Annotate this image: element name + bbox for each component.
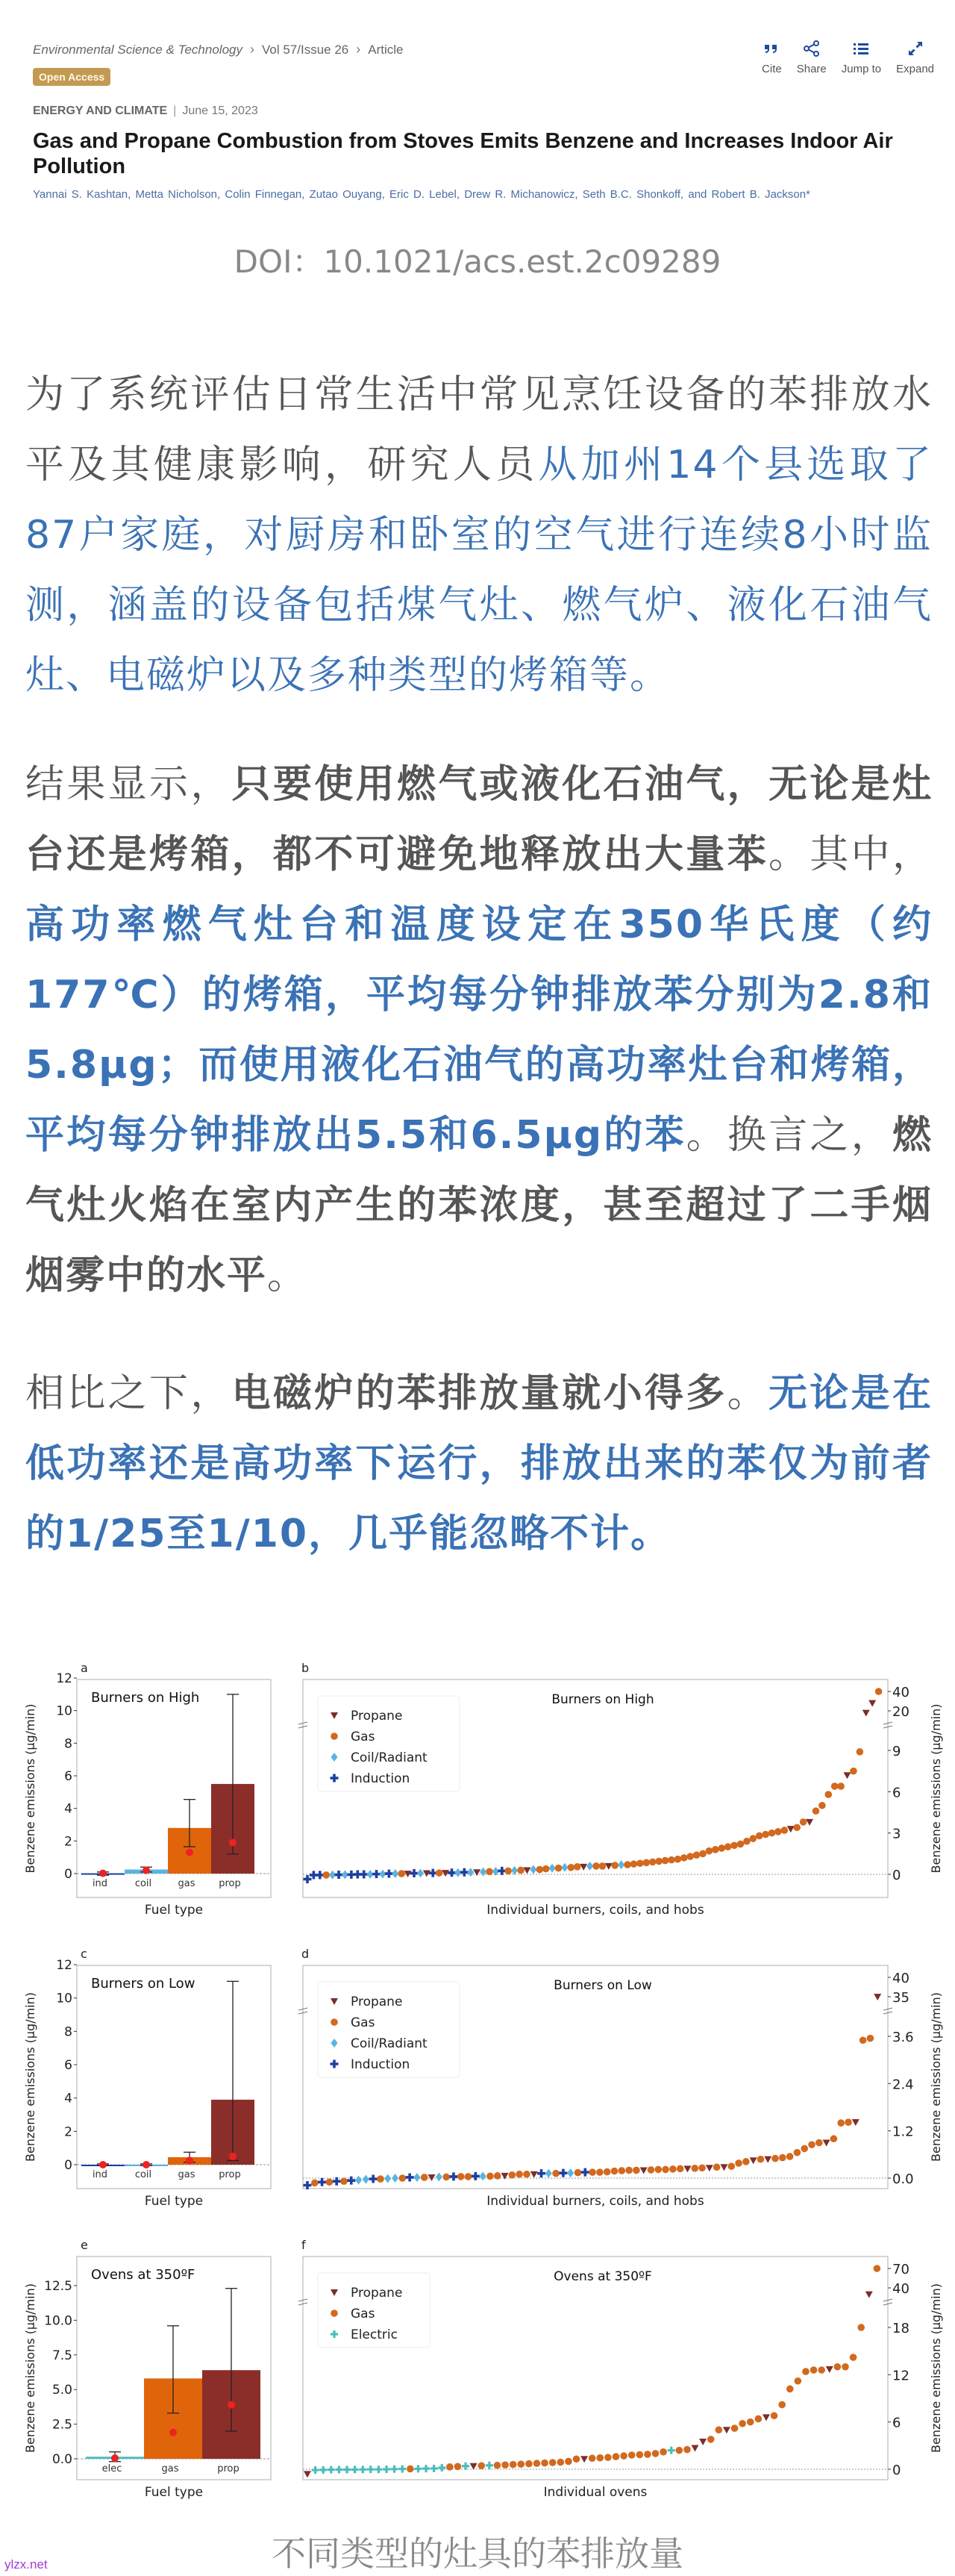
median-marker-icon bbox=[229, 1839, 237, 1847]
svg-text:a: a bbox=[81, 1661, 88, 1675]
highlight-text: 无论是在低功率还是高功率下运行，排放出来的苯仅为前者的1/25至1/10，几乎能忽略不计。 bbox=[25, 1371, 933, 1556]
gas-marker-icon bbox=[818, 1802, 826, 1809]
gas-marker-icon bbox=[613, 2453, 620, 2460]
gas-marker-icon bbox=[818, 2366, 825, 2374]
gas-marker-icon bbox=[654, 2166, 662, 2174]
x-tick-label: ind bbox=[92, 2169, 108, 2180]
gas-marker-icon bbox=[620, 2452, 627, 2460]
gas-marker-icon bbox=[589, 2168, 596, 2176]
gas-marker-icon bbox=[618, 2167, 625, 2174]
svg-text:12.5: 12.5 bbox=[44, 2279, 72, 2294]
svg-text:8: 8 bbox=[64, 2024, 72, 2040]
legend-label: Gas bbox=[351, 2307, 375, 2321]
svg-text:8: 8 bbox=[64, 1736, 72, 1752]
svg-text:e: e bbox=[81, 2238, 88, 2252]
gas-marker-icon bbox=[683, 2446, 691, 2454]
svg-text:0: 0 bbox=[64, 2158, 72, 2173]
panel-title: Burners on High bbox=[551, 1692, 654, 1707]
gas-marker-icon bbox=[649, 1859, 657, 1866]
legend-label: Induction bbox=[351, 2057, 410, 2072]
author-list[interactable]: Yannai S. Kashtan, Metta Nicholson, Colin Finnegan, Zutao Ouyang, Eric D. Lebel, Drew R. Michanowicz, Seth B.C. Shonkoff, and Robert B. Jackson* bbox=[33, 188, 810, 201]
x-tick-label: prop bbox=[217, 2463, 239, 2474]
gas-marker-icon bbox=[735, 2159, 742, 2167]
gas-marker-icon bbox=[662, 2166, 669, 2174]
expand-button[interactable] bbox=[896, 39, 934, 75]
gas-marker-icon bbox=[446, 2463, 454, 2471]
median-marker-icon bbox=[111, 2454, 119, 2462]
y-tick-label: 35 bbox=[892, 1990, 909, 2006]
y-tick-label: 3 bbox=[892, 1826, 901, 1842]
gas-marker-icon bbox=[718, 1844, 725, 1852]
gas-marker-icon bbox=[565, 2458, 572, 2466]
legend-label: Coil/Radiant bbox=[351, 1750, 428, 1765]
gas-marker-icon bbox=[771, 2412, 778, 2419]
gas-marker-icon bbox=[592, 1862, 600, 1870]
gas-marker-icon bbox=[739, 2420, 746, 2427]
panel-title: Ovens at 350ºF bbox=[91, 2267, 195, 2283]
panel-title: Burners on Low bbox=[91, 1976, 195, 1992]
x-tick-label: ind bbox=[92, 1878, 108, 1889]
gas-marker-icon bbox=[555, 1865, 563, 1872]
gas-marker-icon bbox=[331, 1733, 338, 1740]
gas-marker-icon bbox=[680, 1854, 688, 1862]
gas-marker-icon bbox=[812, 1807, 820, 1815]
breadcrumb bbox=[33, 42, 403, 57]
cite-button[interactable] bbox=[762, 39, 782, 75]
text-run: 结果显示， bbox=[25, 762, 232, 807]
gas-marker-icon bbox=[786, 2153, 794, 2160]
gas-marker-icon bbox=[660, 2448, 667, 2456]
gas-marker-icon bbox=[706, 1847, 713, 1855]
scatter-panel-d bbox=[298, 1947, 943, 2209]
breadcrumb-journal[interactable]: Environmental Science & Technology bbox=[33, 42, 242, 57]
y-axis-label: Benzene emissions (μg/min) bbox=[929, 2283, 943, 2453]
highlight-text: 从加州14个县选取了87户家庭，对厨房和卧室的空气进行连续8小时监测，涵盖的设备包括煤气灶、燃气炉、液化石油气灶、电磁炉以及多种类型的烤箱等。 bbox=[25, 443, 933, 698]
svg-text:0: 0 bbox=[64, 1867, 72, 1882]
gas-marker-icon bbox=[486, 2173, 494, 2180]
svg-text:6: 6 bbox=[64, 2058, 72, 2073]
paragraph-induction bbox=[25, 1359, 933, 1569]
gas-marker-icon bbox=[768, 1830, 776, 1837]
share-button[interactable] bbox=[797, 39, 827, 75]
median-marker-icon bbox=[143, 1867, 150, 1874]
gas-marker-icon bbox=[830, 2135, 838, 2142]
gas-marker-icon bbox=[845, 2118, 852, 2126]
legend-label: Gas bbox=[351, 2015, 375, 2030]
gas-marker-icon bbox=[713, 2163, 721, 2171]
chart-legend bbox=[318, 1982, 460, 2077]
gas-marker-icon bbox=[399, 2174, 407, 2182]
svg-text:d: d bbox=[301, 1947, 310, 1961]
y-tick-label: 20 bbox=[892, 1704, 909, 1720]
gas-marker-icon bbox=[698, 2164, 706, 2171]
gas-marker-icon bbox=[636, 2451, 644, 2459]
chevron-right-icon: › bbox=[249, 42, 254, 57]
gas-marker-icon bbox=[793, 1824, 801, 1831]
gas-marker-icon bbox=[743, 1838, 751, 1845]
svg-text:12: 12 bbox=[56, 1958, 72, 1973]
y-axis-label: Benzene emissions (μg/min) bbox=[23, 2283, 37, 2453]
gas-marker-icon bbox=[875, 1688, 883, 1695]
bold-text: 电磁炉的苯排放量就小得多 bbox=[231, 1371, 727, 1416]
svg-text:2: 2 bbox=[64, 2124, 72, 2140]
gas-marker-icon bbox=[517, 2460, 525, 2468]
expand-label: Expand bbox=[896, 63, 934, 75]
gas-marker-icon bbox=[510, 2461, 517, 2469]
gas-marker-icon bbox=[478, 2462, 485, 2469]
gas-marker-icon bbox=[398, 1870, 405, 1877]
open-access-badge: Open Access bbox=[33, 68, 110, 86]
gas-marker-icon bbox=[494, 2462, 501, 2469]
bar-chart-panel-c bbox=[23, 1947, 271, 2209]
x-tick-label: coil bbox=[134, 2169, 152, 2180]
svg-text:b: b bbox=[301, 1661, 310, 1675]
scatter-panel-b bbox=[298, 1661, 943, 1918]
gas-marker-icon bbox=[442, 2174, 450, 2181]
x-tick-label: gas bbox=[161, 2463, 179, 2474]
gas-marker-icon bbox=[762, 1831, 769, 1839]
gas-marker-icon bbox=[611, 1862, 619, 1869]
gas-marker-icon bbox=[774, 1828, 782, 1836]
gas-marker-icon bbox=[574, 2169, 582, 2177]
gas-marker-icon bbox=[574, 1863, 581, 1871]
median-marker-icon bbox=[229, 2153, 237, 2160]
y-axis-label: Benzene emissions (μg/min) bbox=[23, 1992, 37, 2162]
y-tick-label: 12 bbox=[892, 2368, 909, 2384]
gas-marker-icon bbox=[737, 1841, 745, 1848]
bold-text: 只要使用燃气或液化石油气，无论是灶台还是烤箱，都不可避免地释放出大量苯 bbox=[25, 762, 933, 877]
highlight-text: 高功率燃气灶台和温度设定在350华氏度（约177℃）的烤箱，平均每分钟排放苯分别为2.8和5.8μg；而使用液化石油气的高功率灶台和烤箱，平均每分钟排放出5.5和6.5μg的苯 bbox=[25, 902, 933, 1158]
figure-canvas bbox=[0, 1642, 955, 2508]
gas-marker-icon bbox=[655, 1858, 663, 1865]
paragraph-study-design bbox=[25, 360, 933, 711]
x-tick-label: gas bbox=[178, 2169, 195, 2180]
subject-category[interactable]: ENERGY AND CLIMATE bbox=[33, 105, 168, 117]
x-axis-label: Individual burners, coils, and hobs bbox=[486, 1903, 704, 1918]
y-tick-label: 6 bbox=[892, 2415, 901, 2431]
paragraph-results bbox=[25, 749, 933, 1311]
y-tick-label: 18 bbox=[892, 2321, 909, 2336]
scatter-panel-f bbox=[298, 2238, 943, 2500]
gas-marker-icon bbox=[669, 2165, 677, 2173]
gas-marker-icon bbox=[712, 1846, 719, 1853]
y-tick-label: 0.0 bbox=[892, 2171, 914, 2187]
gas-marker-icon bbox=[724, 1843, 732, 1850]
gas-marker-icon bbox=[596, 2168, 604, 2176]
text-run: 。 bbox=[267, 1253, 308, 1298]
gas-marker-icon bbox=[850, 1768, 857, 1775]
expand-icon bbox=[906, 39, 925, 58]
gas-marker-icon bbox=[842, 2363, 849, 2371]
gas-marker-icon bbox=[779, 2154, 786, 2162]
y-axis-label: Benzene emissions (μg/min) bbox=[929, 1703, 943, 1874]
gas-marker-icon bbox=[691, 2165, 698, 2172]
gas-marker-icon bbox=[786, 2386, 794, 2393]
jump-to-button[interactable] bbox=[842, 39, 881, 75]
gas-marker-icon bbox=[730, 1841, 738, 1849]
gas-marker-icon bbox=[636, 1859, 644, 1867]
gas-marker-icon bbox=[652, 2450, 660, 2457]
svg-text:12: 12 bbox=[56, 1671, 72, 1686]
gas-marker-icon bbox=[668, 1856, 675, 1864]
legend-label: Propane bbox=[351, 1995, 403, 2009]
legend-label: Gas bbox=[351, 1730, 375, 1744]
panel-title: Burners on Low bbox=[554, 1978, 652, 1993]
svg-text:5.0: 5.0 bbox=[51, 2383, 72, 2398]
gas-marker-icon bbox=[407, 2466, 414, 2473]
svg-text:2.5: 2.5 bbox=[51, 2417, 72, 2433]
gas-marker-icon bbox=[504, 1868, 512, 1875]
gas-marker-icon bbox=[311, 2180, 319, 2187]
gas-marker-icon bbox=[795, 2377, 802, 2385]
svg-text:2: 2 bbox=[64, 1834, 72, 1850]
gas-marker-icon bbox=[604, 2454, 612, 2461]
article-header bbox=[0, 0, 955, 224]
gas-marker-icon bbox=[533, 2460, 541, 2467]
y-tick-label: 40 bbox=[892, 2281, 909, 2297]
x-tick-label: elec bbox=[101, 2463, 122, 2474]
gas-marker-icon bbox=[421, 2174, 428, 2181]
gas-marker-icon bbox=[794, 2149, 801, 2156]
x-axis-label: Fuel type bbox=[144, 2194, 204, 2209]
gas-marker-icon bbox=[716, 2426, 723, 2433]
gas-marker-icon bbox=[750, 1835, 757, 1842]
median-marker-icon bbox=[169, 2429, 177, 2436]
bar-chart-panel-e bbox=[23, 2238, 271, 2500]
gas-marker-icon bbox=[837, 1783, 845, 1790]
article-title: Gas and Propane Combustion from Stoves Emits Benzene and Increases Indoor Air Pollution bbox=[33, 129, 893, 178]
gas-marker-icon bbox=[850, 2354, 857, 2361]
median-marker-icon bbox=[99, 1870, 107, 1877]
gas-marker-icon bbox=[781, 1827, 789, 1834]
gas-marker-icon bbox=[589, 2454, 596, 2462]
median-marker-icon bbox=[143, 2161, 150, 2168]
svg-text:10.0: 10.0 bbox=[44, 2313, 72, 2329]
gas-marker-icon bbox=[867, 2035, 874, 2042]
gas-marker-icon bbox=[633, 2167, 640, 2174]
gas-marker-icon bbox=[707, 2436, 715, 2443]
gas-marker-icon bbox=[824, 1791, 832, 1798]
gas-marker-icon bbox=[628, 2451, 636, 2459]
gas-marker-icon bbox=[808, 2141, 815, 2148]
gas-marker-icon bbox=[857, 2324, 865, 2331]
gas-marker-icon bbox=[541, 2460, 548, 2467]
gas-marker-icon bbox=[802, 2368, 810, 2375]
watermark: ylzx.net bbox=[4, 2557, 48, 2572]
y-tick-label: 6 bbox=[892, 1785, 901, 1801]
publish-date: June 15, 2023 bbox=[182, 105, 258, 117]
legend-label: Induction bbox=[351, 1771, 410, 1786]
svg-text:4: 4 bbox=[64, 2091, 72, 2106]
text-run: 。换言之， bbox=[686, 1113, 892, 1158]
gas-marker-icon bbox=[742, 2158, 750, 2165]
legend-label: Propane bbox=[351, 1709, 403, 1724]
y-axis-label: Benzene emissions (μg/min) bbox=[929, 1992, 943, 2162]
gas-marker-icon bbox=[831, 1783, 839, 1790]
gas-marker-icon bbox=[486, 1868, 493, 1876]
gas-marker-icon bbox=[525, 2460, 533, 2468]
gas-marker-icon bbox=[686, 1853, 694, 1860]
y-tick-label: 40 bbox=[892, 1685, 909, 1700]
gas-marker-icon bbox=[674, 1856, 682, 1863]
gas-marker-icon bbox=[516, 2171, 523, 2178]
legend-label: Propane bbox=[351, 2286, 403, 2301]
gas-marker-icon bbox=[630, 1860, 638, 1868]
bar-chart-panel-a bbox=[23, 1661, 271, 1918]
svg-text:0.0: 0.0 bbox=[51, 2452, 72, 2467]
gas-marker-icon bbox=[834, 2363, 842, 2371]
gas-marker-icon bbox=[517, 1867, 525, 1874]
gas-marker-icon bbox=[573, 2455, 580, 2463]
x-axis-label: Individual burners, coils, and hobs bbox=[486, 2194, 704, 2209]
gas-marker-icon bbox=[549, 2459, 557, 2466]
y-tick-label: 0 bbox=[892, 2463, 901, 2478]
cite-label: Cite bbox=[762, 63, 782, 75]
y-tick-label: 40 bbox=[892, 1971, 909, 1986]
gas-marker-icon bbox=[331, 2310, 338, 2317]
gas-marker-icon bbox=[340, 2177, 348, 2185]
gas-marker-icon bbox=[509, 2171, 516, 2179]
article-actions bbox=[762, 39, 934, 75]
y-axis-label: Benzene emissions (μg/min) bbox=[23, 1703, 37, 1874]
panel-title: Ovens at 350ºF bbox=[554, 2269, 652, 2284]
gas-marker-icon bbox=[771, 2155, 779, 2162]
gas-marker-icon bbox=[557, 2459, 564, 2466]
y-tick-label: 1.2 bbox=[892, 2124, 914, 2140]
gas-marker-icon bbox=[322, 1871, 330, 1879]
list-icon bbox=[851, 39, 871, 58]
median-marker-icon bbox=[228, 2401, 235, 2409]
svg-text:f: f bbox=[301, 2238, 306, 2252]
gas-marker-icon bbox=[699, 1850, 707, 1858]
gas-marker-icon bbox=[837, 2119, 845, 2127]
svg-text:10: 10 bbox=[56, 1703, 72, 1719]
quote-icon bbox=[762, 39, 781, 58]
gas-marker-icon bbox=[874, 2265, 881, 2272]
gas-marker-icon bbox=[676, 2447, 683, 2454]
share-label: Share bbox=[796, 63, 827, 75]
gas-marker-icon bbox=[643, 1859, 651, 1867]
gas-marker-icon bbox=[436, 1869, 443, 1877]
gas-marker-icon bbox=[625, 2167, 633, 2174]
panel-title: Burners on High bbox=[91, 1690, 200, 1706]
gas-marker-icon bbox=[599, 1862, 607, 1870]
y-tick-label: 3.6 bbox=[892, 2030, 914, 2045]
gas-marker-icon bbox=[624, 1861, 631, 1868]
median-marker-icon bbox=[186, 2156, 193, 2164]
gas-marker-icon bbox=[815, 2139, 823, 2147]
share-icon bbox=[802, 39, 821, 58]
y-tick-label: 2.4 bbox=[892, 2077, 914, 2093]
bold-text: 燃气灶火焰在室内产生的苯浓度，甚至超过了二手烟烟雾中的水平 bbox=[25, 1113, 933, 1298]
gas-marker-icon bbox=[662, 1857, 669, 1865]
divider: | bbox=[173, 105, 177, 117]
gas-marker-icon bbox=[800, 1818, 807, 1826]
gas-marker-icon bbox=[810, 2366, 818, 2374]
gas-marker-icon bbox=[801, 2145, 808, 2153]
gas-marker-icon bbox=[747, 2418, 754, 2426]
chart-legend bbox=[318, 2273, 430, 2348]
gas-marker-icon bbox=[454, 2463, 462, 2471]
y-tick-label: 9 bbox=[892, 1744, 901, 1759]
svg-text:7.5: 7.5 bbox=[51, 2348, 72, 2363]
gas-marker-icon bbox=[465, 2173, 472, 2180]
gas-marker-icon bbox=[494, 2172, 501, 2180]
x-axis-label: Individual ovens bbox=[543, 2485, 648, 2500]
gas-marker-icon bbox=[331, 2018, 338, 2026]
gas-marker-icon bbox=[731, 2424, 739, 2432]
median-marker-icon bbox=[99, 2161, 107, 2168]
gas-marker-icon bbox=[377, 2175, 384, 2183]
gas-marker-icon bbox=[523, 2171, 530, 2178]
breadcrumb-issue[interactable]: Vol 57/Issue 26 bbox=[261, 42, 349, 57]
chart-legend bbox=[318, 1696, 460, 1791]
gas-marker-icon bbox=[677, 2165, 684, 2173]
benzene-emissions-figure bbox=[0, 1642, 955, 2508]
gas-marker-icon bbox=[597, 2454, 604, 2462]
gas-marker-icon bbox=[860, 2036, 867, 2044]
gas-marker-icon bbox=[757, 2156, 765, 2163]
y-tick-label: 70 bbox=[892, 2262, 909, 2277]
gas-marker-icon bbox=[568, 1864, 575, 1871]
gas-marker-icon bbox=[693, 1851, 701, 1859]
gas-marker-icon bbox=[727, 2162, 735, 2170]
x-axis-label: Fuel type bbox=[144, 1903, 204, 1918]
text-run: 为了系统评估日常生活中常见烹饪设备的苯排放水平及其健康影响，研究人员 bbox=[25, 372, 933, 487]
gas-marker-icon bbox=[536, 1866, 543, 1874]
svg-text:4: 4 bbox=[64, 1801, 72, 1817]
gas-marker-icon bbox=[542, 1865, 550, 1873]
gas-marker-icon bbox=[604, 2168, 611, 2176]
article-meta bbox=[33, 105, 258, 118]
svg-text:6: 6 bbox=[64, 1769, 72, 1784]
legend-label: Coil/Radiant bbox=[351, 2036, 428, 2051]
svg-text:c: c bbox=[81, 1947, 87, 1961]
gas-marker-icon bbox=[501, 2461, 509, 2469]
x-tick-label: prop bbox=[219, 1878, 241, 1889]
x-tick-label: gas bbox=[178, 1878, 195, 1889]
gas-marker-icon bbox=[552, 2170, 560, 2177]
breadcrumb-article: Article bbox=[368, 42, 404, 57]
chevron-right-icon: › bbox=[356, 42, 361, 57]
text-run: 。其中， bbox=[768, 832, 933, 877]
gas-marker-icon bbox=[611, 2168, 619, 2175]
gas-marker-icon bbox=[756, 1833, 763, 1840]
text-run: 相比之下， bbox=[25, 1371, 232, 1416]
y-tick-label: 0 bbox=[892, 1868, 901, 1883]
gas-marker-icon bbox=[326, 2178, 334, 2186]
gas-marker-icon bbox=[857, 1748, 864, 1756]
legend-label: Electric bbox=[351, 2327, 398, 2342]
x-axis-label: Fuel type bbox=[144, 2485, 204, 2500]
gas-marker-icon bbox=[457, 2173, 465, 2180]
text-run: 。 bbox=[727, 1371, 768, 1416]
figure-caption: 不同类型的灶具的苯排放量 bbox=[272, 2533, 683, 2574]
x-tick-label: prop bbox=[219, 2169, 241, 2180]
gas-marker-icon bbox=[648, 2166, 655, 2174]
doi-text: DOI：10.1021/acs.est.2c09289 bbox=[234, 243, 721, 280]
gas-marker-icon bbox=[644, 2451, 651, 2458]
median-marker-icon bbox=[186, 1849, 193, 1856]
x-tick-label: coil bbox=[134, 1878, 152, 1889]
gas-marker-icon bbox=[778, 2401, 786, 2409]
svg-text:10: 10 bbox=[56, 1991, 72, 2006]
jump-to-label: Jump to bbox=[841, 63, 882, 75]
gas-marker-icon bbox=[755, 2416, 763, 2423]
